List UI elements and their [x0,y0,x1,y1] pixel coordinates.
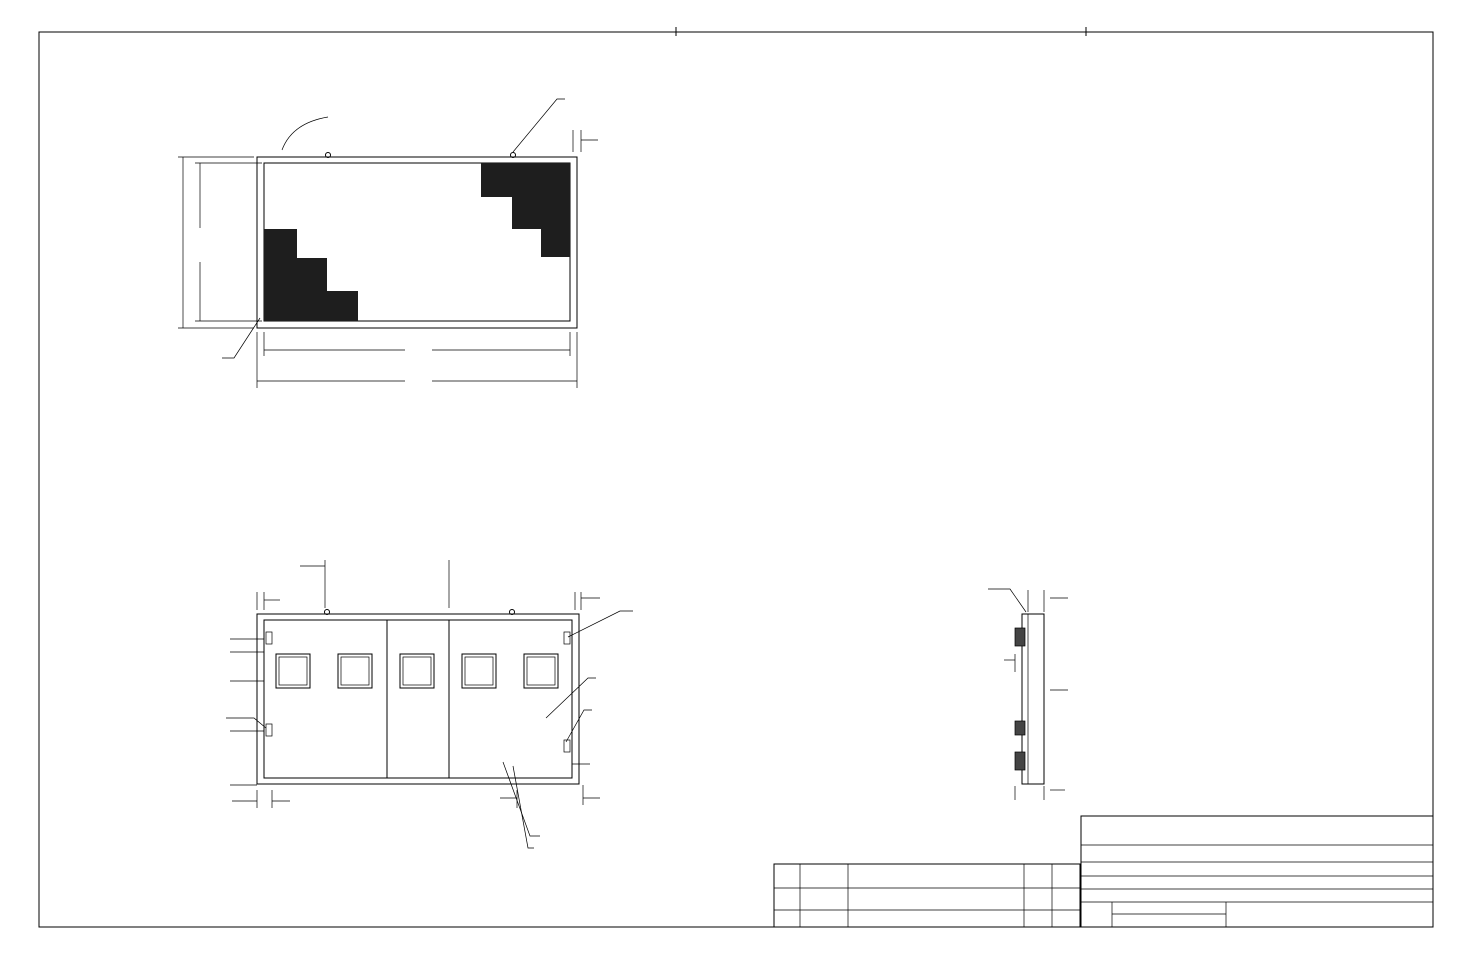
front-view [178,99,598,388]
title-block [1081,816,1433,927]
rear-view [226,560,633,848]
left-side-view [988,589,1068,800]
active-pixel-area [264,163,570,321]
drawing-border [39,32,1433,927]
revision-block [774,864,1080,927]
rear-vent-hoods [276,654,558,688]
